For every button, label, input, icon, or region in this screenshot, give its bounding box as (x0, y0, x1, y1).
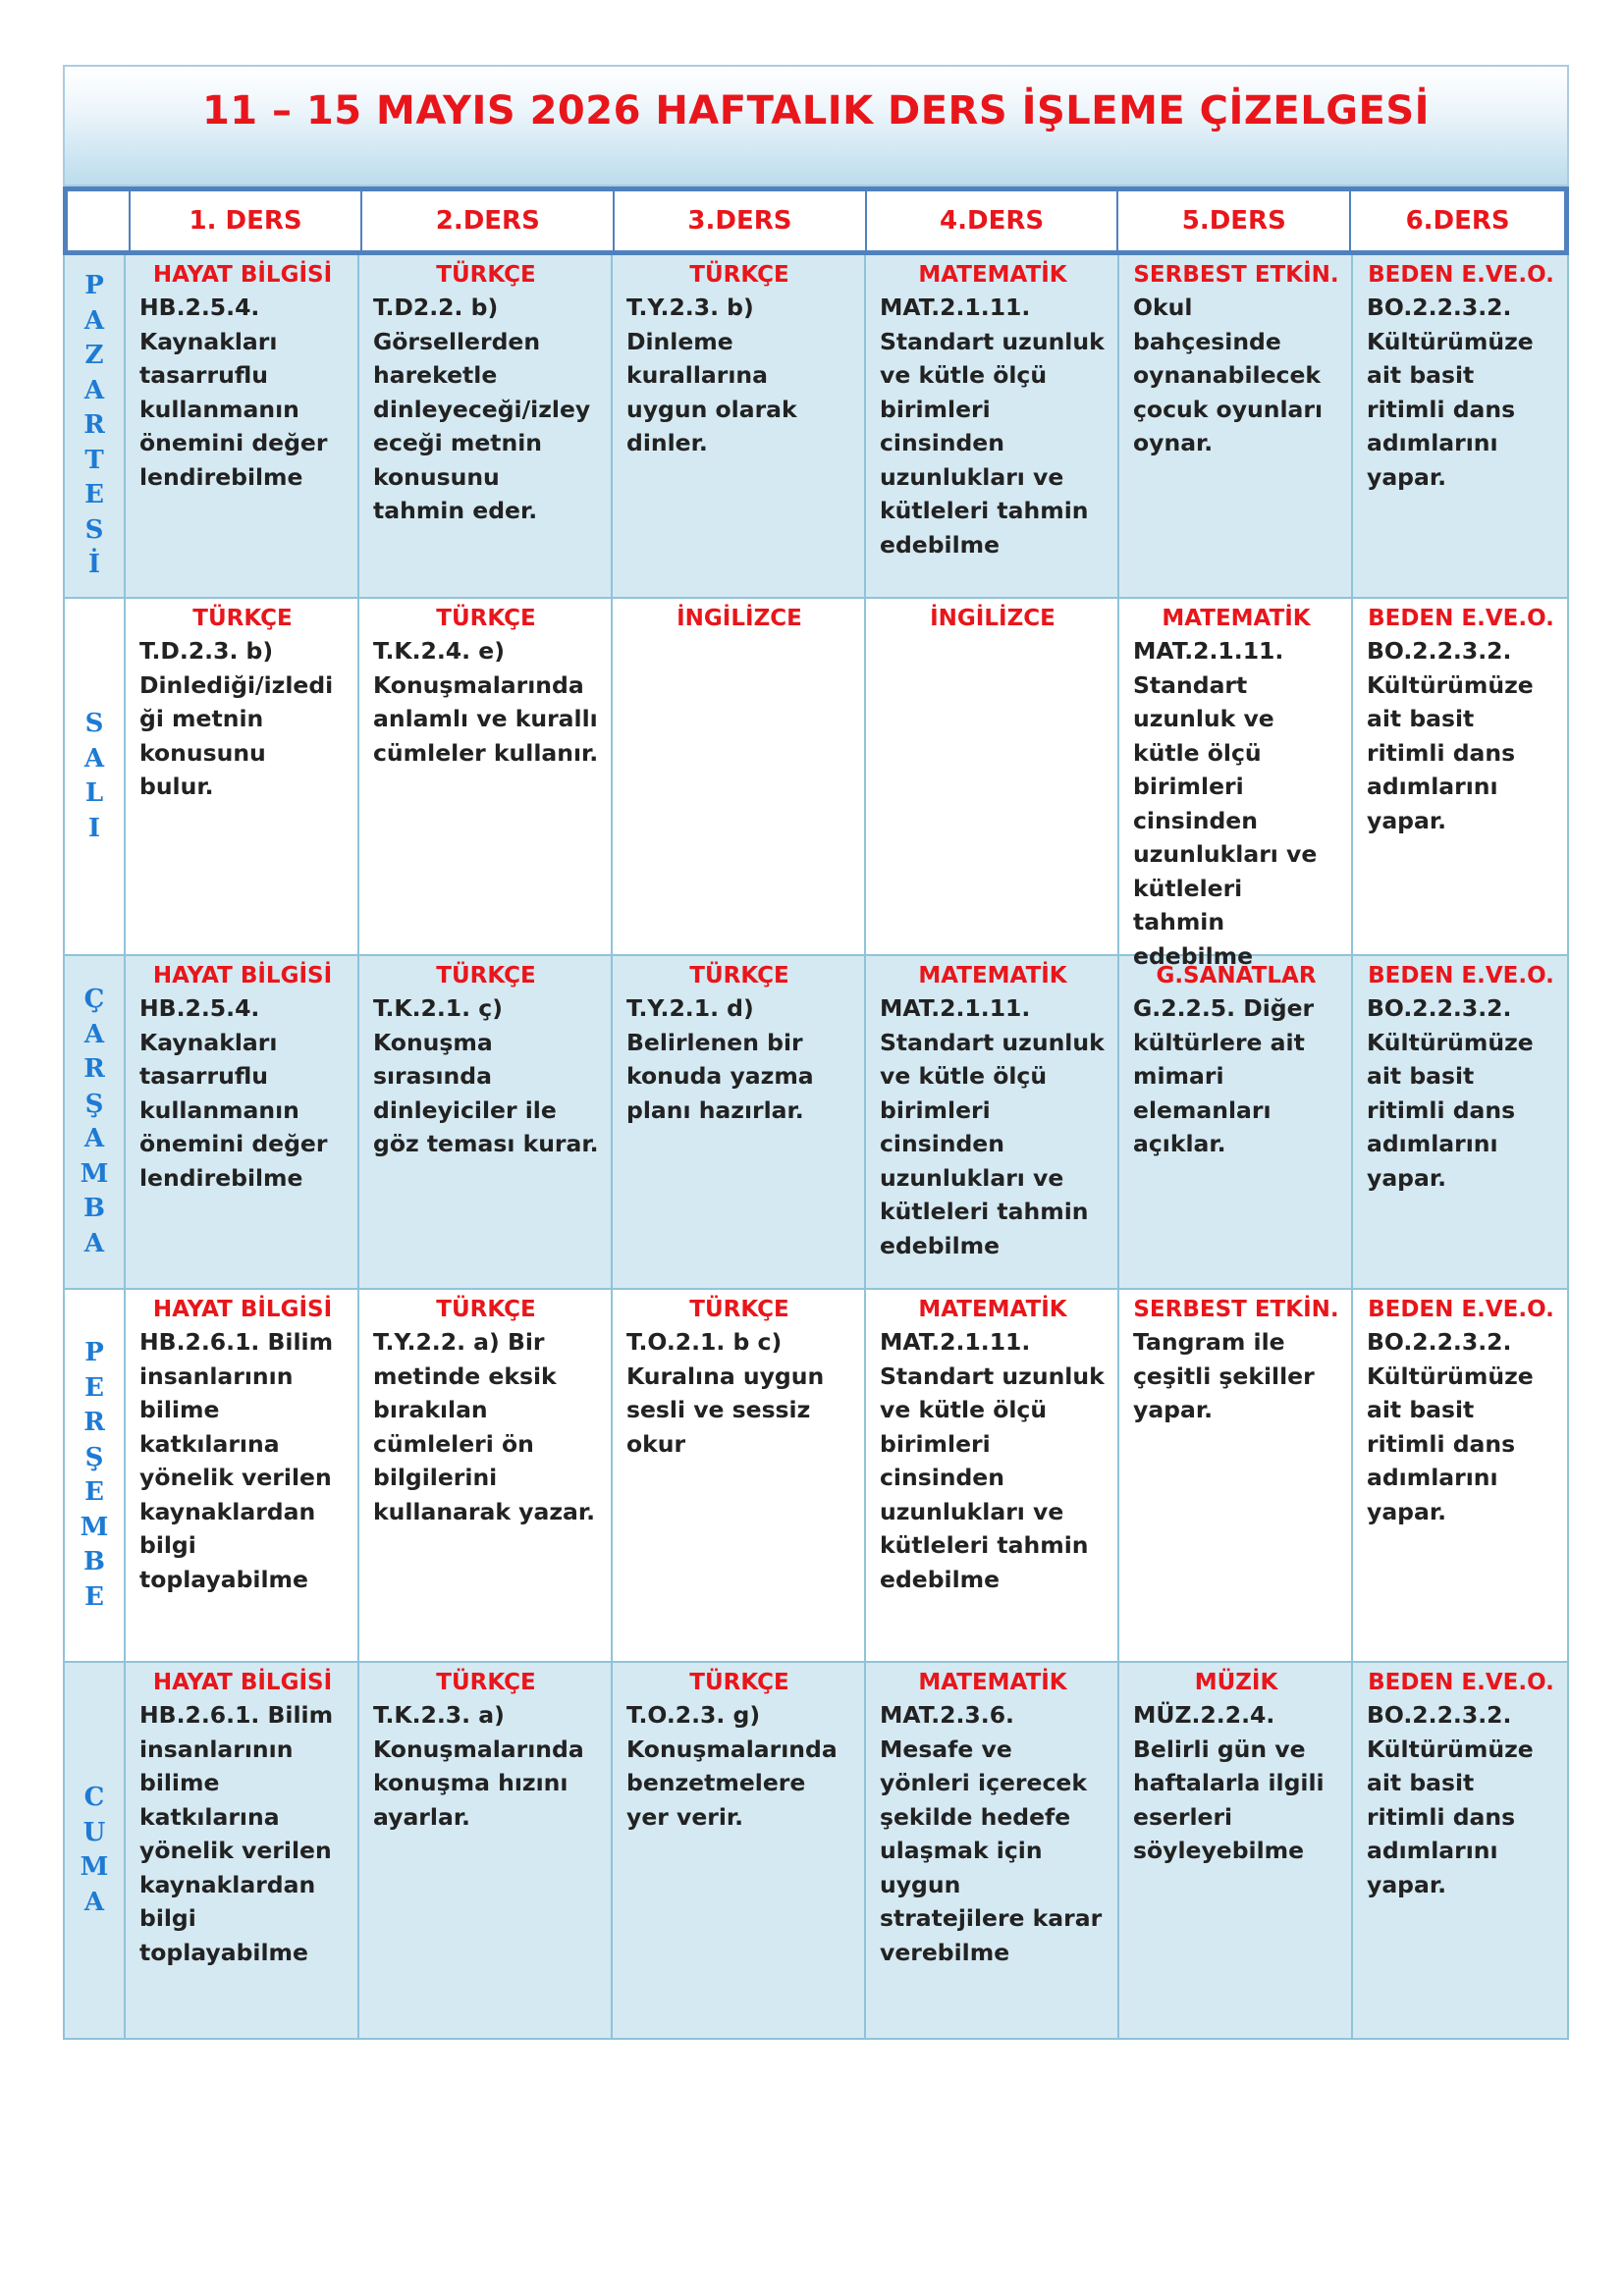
day-letter: L (84, 778, 104, 808)
day-label (65, 599, 126, 954)
lesson-cell (126, 599, 359, 954)
weekly-schedule (63, 65, 1569, 2040)
lesson-cell (866, 1290, 1119, 1661)
day-letter: P (84, 271, 104, 301)
day-letter: M (80, 1512, 109, 1542)
day-letter: I (87, 813, 101, 843)
subject-name: TÜRKÇE (436, 262, 536, 288)
lesson-cell (1119, 1290, 1353, 1661)
day-letter: A (83, 1887, 105, 1917)
learning-outcome: BO.2.2.3.2. Kültürümüze ait basit ritimli dans adımlarını yapar. (1367, 1701, 1534, 1898)
learning-outcome: HB.2.6.1. Bilim insanlarının bilime katkılarına yönelik verilen kaynaklardan bilgi toplayabilme (139, 1701, 334, 1966)
subject-name: TÜRKÇE (689, 262, 789, 288)
learning-outcome: MAT.2.1.11. Standart uzunluk ve kütle ölçü birimleri cinsinden uzunlukları ve kütleleri tahmin edebilme (880, 1328, 1105, 1593)
learning-outcome: Tangram ile çeşitli şekiller yapar. (1133, 1328, 1315, 1423)
day-row-cuma (65, 1663, 1569, 2040)
subject-name: MATEMATİK (918, 262, 1067, 288)
subject-name: TÜRKÇE (192, 606, 293, 631)
header-lesson-6: 6.DERS (1349, 191, 1564, 250)
subject-name: TÜRKÇE (436, 1297, 536, 1322)
subject-name: TÜRKÇE (689, 963, 789, 988)
day-letter: Ş (84, 1442, 104, 1472)
lesson-cell (126, 956, 359, 1288)
lesson-cell (359, 599, 613, 954)
day-letter: A (83, 305, 105, 336)
subject-name: BEDEN E.VE.O. (1368, 262, 1554, 288)
day-letter: R (83, 410, 105, 441)
subject-name: MATEMATİK (918, 1297, 1067, 1322)
header-lesson-1: 1. DERS (129, 191, 361, 250)
lesson-cell (1119, 255, 1353, 597)
learning-outcome: MAT.2.1.11. Standart uzunluk ve kütle ölçü birimleri cinsinden uzunlukları ve kütleleri tahmin edebilme (880, 294, 1105, 559)
subject-name: HAYAT BİLGİSİ (152, 1297, 333, 1322)
day-letter: T (84, 445, 104, 475)
learning-outcome: HB.2.5.4. Kaynakları tasarruflu kullanmanın önemini değer lendirebilme (139, 994, 328, 1192)
lesson-cell (613, 1290, 866, 1661)
learning-outcome: G.2.2.5. Diğer kültürlere ait mimari elemanları açıklar. (1133, 994, 1315, 1157)
header-lesson-2: 2.DERS (360, 191, 613, 250)
subject-name: BEDEN E.VE.O. (1368, 1297, 1554, 1322)
day-letter: A (83, 743, 105, 774)
subject-name: G.SANATLAR (1156, 963, 1317, 988)
lesson-cell (359, 1290, 613, 1661)
subject-name: MATEMATİK (918, 1670, 1067, 1695)
subject-name: HAYAT BİLGİSİ (152, 262, 333, 288)
learning-outcome: T.Y.2.3. b) Dinleme kurallarına uygun olarak dinler. (626, 294, 797, 456)
subject-name: SERBEST ETKİN. (1133, 262, 1339, 288)
lesson-cell (1119, 956, 1353, 1288)
subject-name: TÜRKÇE (689, 1670, 789, 1695)
day-letter: R (83, 1054, 105, 1084)
day-row-pazartesi (65, 255, 1569, 599)
day-letter: A (83, 375, 105, 405)
day-letter: P (84, 1338, 104, 1367)
learning-outcome: MAT.2.3.6. Mesafe ve yönleri içerecek şekilde hedefe ulaşmak için uygun stratejilere karar verebilme (880, 1701, 1103, 1966)
day-letter: B (83, 1194, 105, 1223)
header-lesson-4: 4.DERS (865, 191, 1117, 250)
lesson-cell (126, 1290, 359, 1661)
learning-outcome: T.O.2.1. b c) Kuralına uygun sesli ve sessiz okur (626, 1328, 825, 1458)
learning-outcome: T.Y.2.2. a) Bir metinde eksik bırakılan cümleleri ön bilgilerini kullanarak yazar. (373, 1328, 596, 1525)
subject-name: MATEMATİK (918, 963, 1067, 988)
subject-name: SERBEST ETKİN. (1133, 1297, 1339, 1322)
subject-name: MATEMATİK (1162, 606, 1311, 631)
subject-name: TÜRKÇE (436, 606, 536, 631)
learning-outcome: T.K.2.1. ç) Konuşma sırasında dinleyiciler ile göz teması kurar. (373, 994, 599, 1157)
subject-name: TÜRKÇE (436, 963, 536, 988)
day-letter: M (80, 1852, 109, 1882)
learning-outcome: BO.2.2.3.2. Kültürümüze ait basit ritimli dans adımlarını yapar. (1367, 1328, 1534, 1525)
schedule-grid (63, 255, 1569, 2040)
day-letter: E (84, 1372, 104, 1403)
subject-name: İNGİLİZCE (677, 606, 802, 631)
day-row-sali (65, 599, 1569, 970)
lesson-cell (1353, 1663, 1569, 2038)
day-letter: Ç (83, 985, 105, 1014)
lesson-cell (613, 599, 866, 954)
lesson-header-row (63, 187, 1569, 255)
header-lesson-3: 3.DERS (613, 191, 865, 250)
lesson-cell (1353, 1290, 1569, 1661)
lesson-cell (359, 255, 613, 597)
day-letter: U (82, 1817, 106, 1847)
learning-outcome: T.O.2.3. g) Konuşmalarında benzetmelere yer verir. (626, 1701, 838, 1831)
learning-outcome: BO.2.2.3.2. Kültürümüze ait basit ritimli dans adımlarını yapar. (1367, 637, 1534, 834)
subject-name: BEDEN E.VE.O. (1368, 1670, 1554, 1695)
subject-name: BEDEN E.VE.O. (1368, 606, 1554, 631)
day-letter: Ş (84, 1089, 104, 1119)
learning-outcome: T.K.2.3. a) Konuşmalarında konuşma hızını ayarlar. (373, 1701, 584, 1831)
day-letter: İ (87, 550, 101, 580)
day-row-persembe (65, 1290, 1569, 1663)
day-letter: A (83, 1019, 105, 1049)
learning-outcome: BO.2.2.3.2. Kültürümüze ait basit ritimli dans adımlarını yapar. (1367, 994, 1534, 1192)
learning-outcome: T.D.2.3. b) Dinlediği/izlediği metnin konusunu bulur. (139, 637, 334, 800)
lesson-cell (1353, 255, 1569, 597)
day-letter: M (80, 1158, 109, 1189)
day-letter: E (84, 1477, 104, 1507)
learning-outcome: MAT.2.1.11. Standart uzunluk ve kütle ölçü birimleri cinsinden uzunlukları ve kütleleri tahmin edebilme (880, 994, 1105, 1259)
page-title: 11 – 15 MAYIS 2026 HAFTALIK DERS İŞLEME ÇİZELGESİ (201, 88, 1431, 133)
subject-name: MÜZİK (1194, 1670, 1278, 1695)
day-label (65, 956, 126, 1288)
day-label (65, 1290, 126, 1661)
learning-outcome: MÜZ.2.2.4. Belirli gün ve haftalarla ilgili eserleri söyleyebilme (1133, 1701, 1325, 1864)
learning-outcome: Okul bahçesinde oynanabilecek çocuk oyunları oynar. (1133, 294, 1324, 456)
learning-outcome: MAT.2.1.11. Standart uzunluk ve kütle ölçü birimleri cinsinden uzunlukları ve kütleleri tahmin edebilme (1133, 637, 1318, 970)
day-letter: A (83, 1124, 105, 1153)
lesson-cell (359, 1663, 613, 2038)
lesson-cell (126, 1663, 359, 2038)
learning-outcome: BO.2.2.3.2. Kültürümüze ait basit ritimli dans adımlarını yapar. (1367, 294, 1534, 491)
day-letter: S (84, 709, 104, 738)
lesson-cell (613, 255, 866, 597)
header-corner (68, 191, 129, 250)
lesson-cell (866, 255, 1119, 597)
lesson-cell (1353, 599, 1569, 954)
day-row-carsamba (65, 956, 1569, 1290)
lesson-cell (866, 599, 1119, 954)
lesson-cell (1119, 599, 1353, 970)
subject-name: HAYAT BİLGİSİ (152, 963, 333, 988)
day-label (65, 255, 126, 597)
learning-outcome: HB.2.6.1. Bilim insanlarının bilime katkılarına yönelik verilen kaynaklardan bilgi toplayabilme (139, 1328, 334, 1593)
day-letter: B (83, 1547, 105, 1576)
day-letter: C (83, 1783, 105, 1812)
lesson-cell (613, 1663, 866, 2038)
lesson-cell (1119, 1663, 1353, 2038)
lesson-cell (359, 956, 613, 1288)
subject-name: BEDEN E.VE.O. (1368, 963, 1554, 988)
day-letter: S (84, 514, 104, 545)
subject-name: İNGİLİZCE (930, 606, 1056, 631)
subject-name: TÜRKÇE (689, 1297, 789, 1322)
day-letter: A (83, 1228, 105, 1258)
learning-outcome: T.Y.2.1. d) Belirlenen bir konuda yazma planı hazırlar. (626, 994, 814, 1124)
lesson-cell (126, 255, 359, 597)
day-letter: Z (84, 341, 104, 371)
day-letter: E (84, 480, 104, 510)
lesson-cell (866, 956, 1119, 1288)
title-banner (63, 65, 1569, 187)
learning-outcome: T.K.2.4. e) Konuşmalarında anlamlı ve kurallı cümleler kullanır. (373, 637, 599, 767)
day-letter: E (84, 1581, 104, 1612)
lesson-cell (866, 1663, 1119, 2038)
lesson-cell (613, 956, 866, 1288)
subject-name: TÜRKÇE (436, 1670, 536, 1695)
subject-name: HAYAT BİLGİSİ (152, 1670, 333, 1695)
header-lesson-5: 5.DERS (1116, 191, 1349, 250)
day-label (65, 1663, 126, 2038)
learning-outcome: HB.2.5.4. Kaynakları tasarruflu kullanmanın önemini değer lendirebilme (139, 294, 328, 491)
day-letter: R (83, 1408, 105, 1437)
learning-outcome: T.D2.2. b) Görsellerden hareketle dinleyeceği/izleyeceği metnin konusunu tahmin eder. (373, 294, 591, 524)
lesson-cell (1353, 956, 1569, 1288)
